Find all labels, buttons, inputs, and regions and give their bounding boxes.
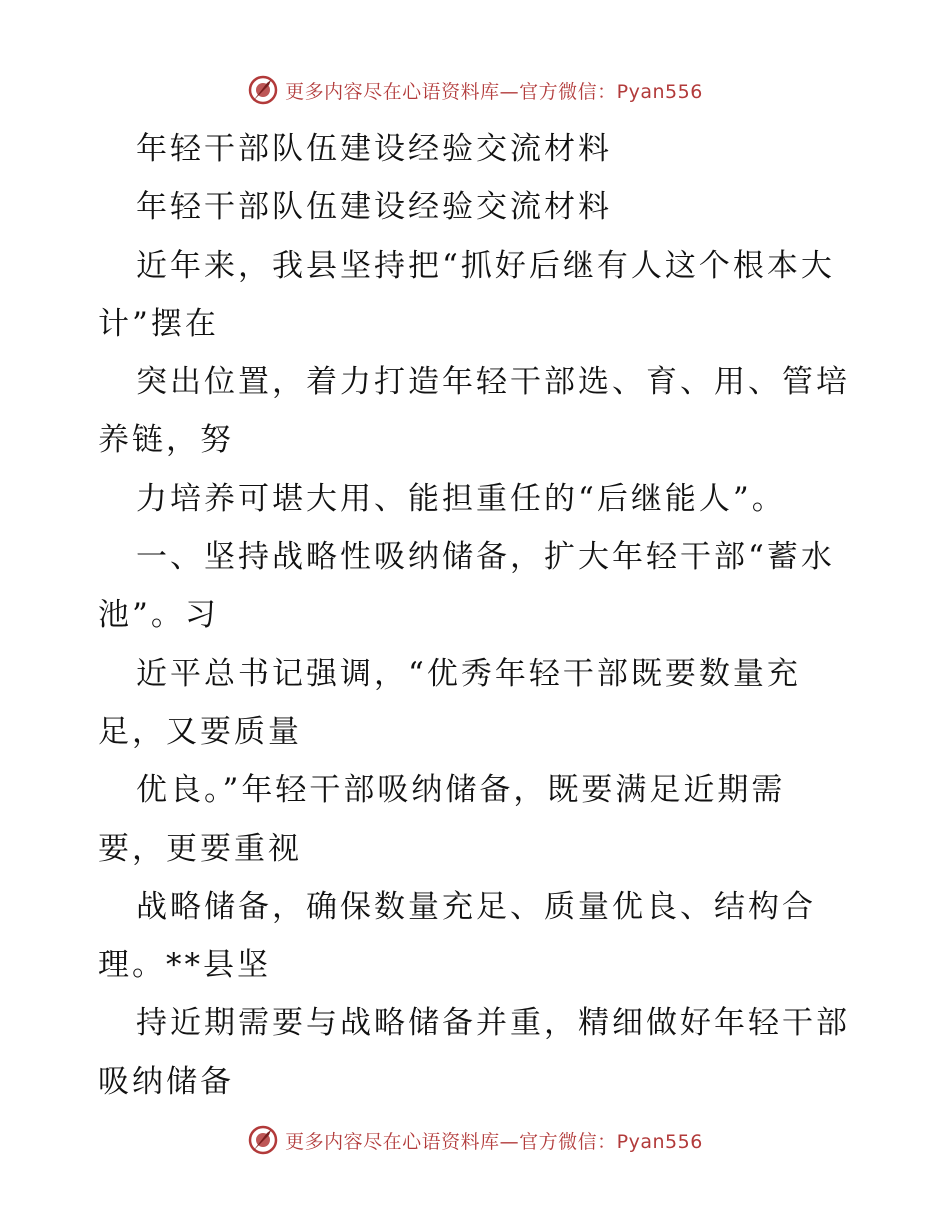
document-line: 吸纳储备 — [98, 1063, 234, 1100]
document-line: 持近期需要与战略储备并重，精细做好年轻干部 — [136, 1005, 850, 1042]
document-body — [98, 120, 858, 1111]
document-line: 理。**县坚 — [98, 947, 271, 984]
document-line: 足，又要质量 — [98, 713, 302, 750]
watermark-text: 更多内容尽在心语资料库—官方微信：Pyan556 — [285, 80, 703, 103]
document-line: 年轻干部队伍建设经验交流材料 — [136, 131, 612, 167]
document-line: 优良。”年轻干部吸纳储备，既要满足近期需 — [136, 772, 786, 809]
quill-seal-icon — [247, 74, 279, 106]
quill-seal-icon — [247, 1124, 279, 1156]
document-line: 近平总书记强调，“优秀年轻干部既要数量充 — [136, 655, 801, 692]
watermark-banner-top — [0, 70, 950, 110]
document-line: 突出位置，着力打造年轻干部选、育、用、管培 — [136, 364, 850, 401]
document-line: 力培养可堪大用、能担重任的“后继能人”。 — [136, 480, 786, 517]
document-line: 战略储备，确保数量充足、质量优良、结构合 — [136, 888, 816, 925]
document-line: 养链，努 — [98, 422, 234, 459]
document-line: 近年来，我县坚持把“抓好后继有人这个根本大 — [136, 247, 835, 284]
document-line: 年轻干部队伍建设经验交流材料 — [136, 189, 612, 226]
document-line: 池”。习 — [98, 597, 219, 634]
watermark-text: 更多内容尽在心语资料库—官方微信：Pyan556 — [285, 1130, 703, 1153]
document-line: 一、坚持战略性吸纳储备，扩大年轻干部“蓄水 — [136, 539, 835, 576]
document-line: 要，更要重视 — [98, 830, 302, 867]
watermark-banner-bottom — [0, 1120, 950, 1160]
document-line: 计”摆在 — [98, 305, 219, 342]
